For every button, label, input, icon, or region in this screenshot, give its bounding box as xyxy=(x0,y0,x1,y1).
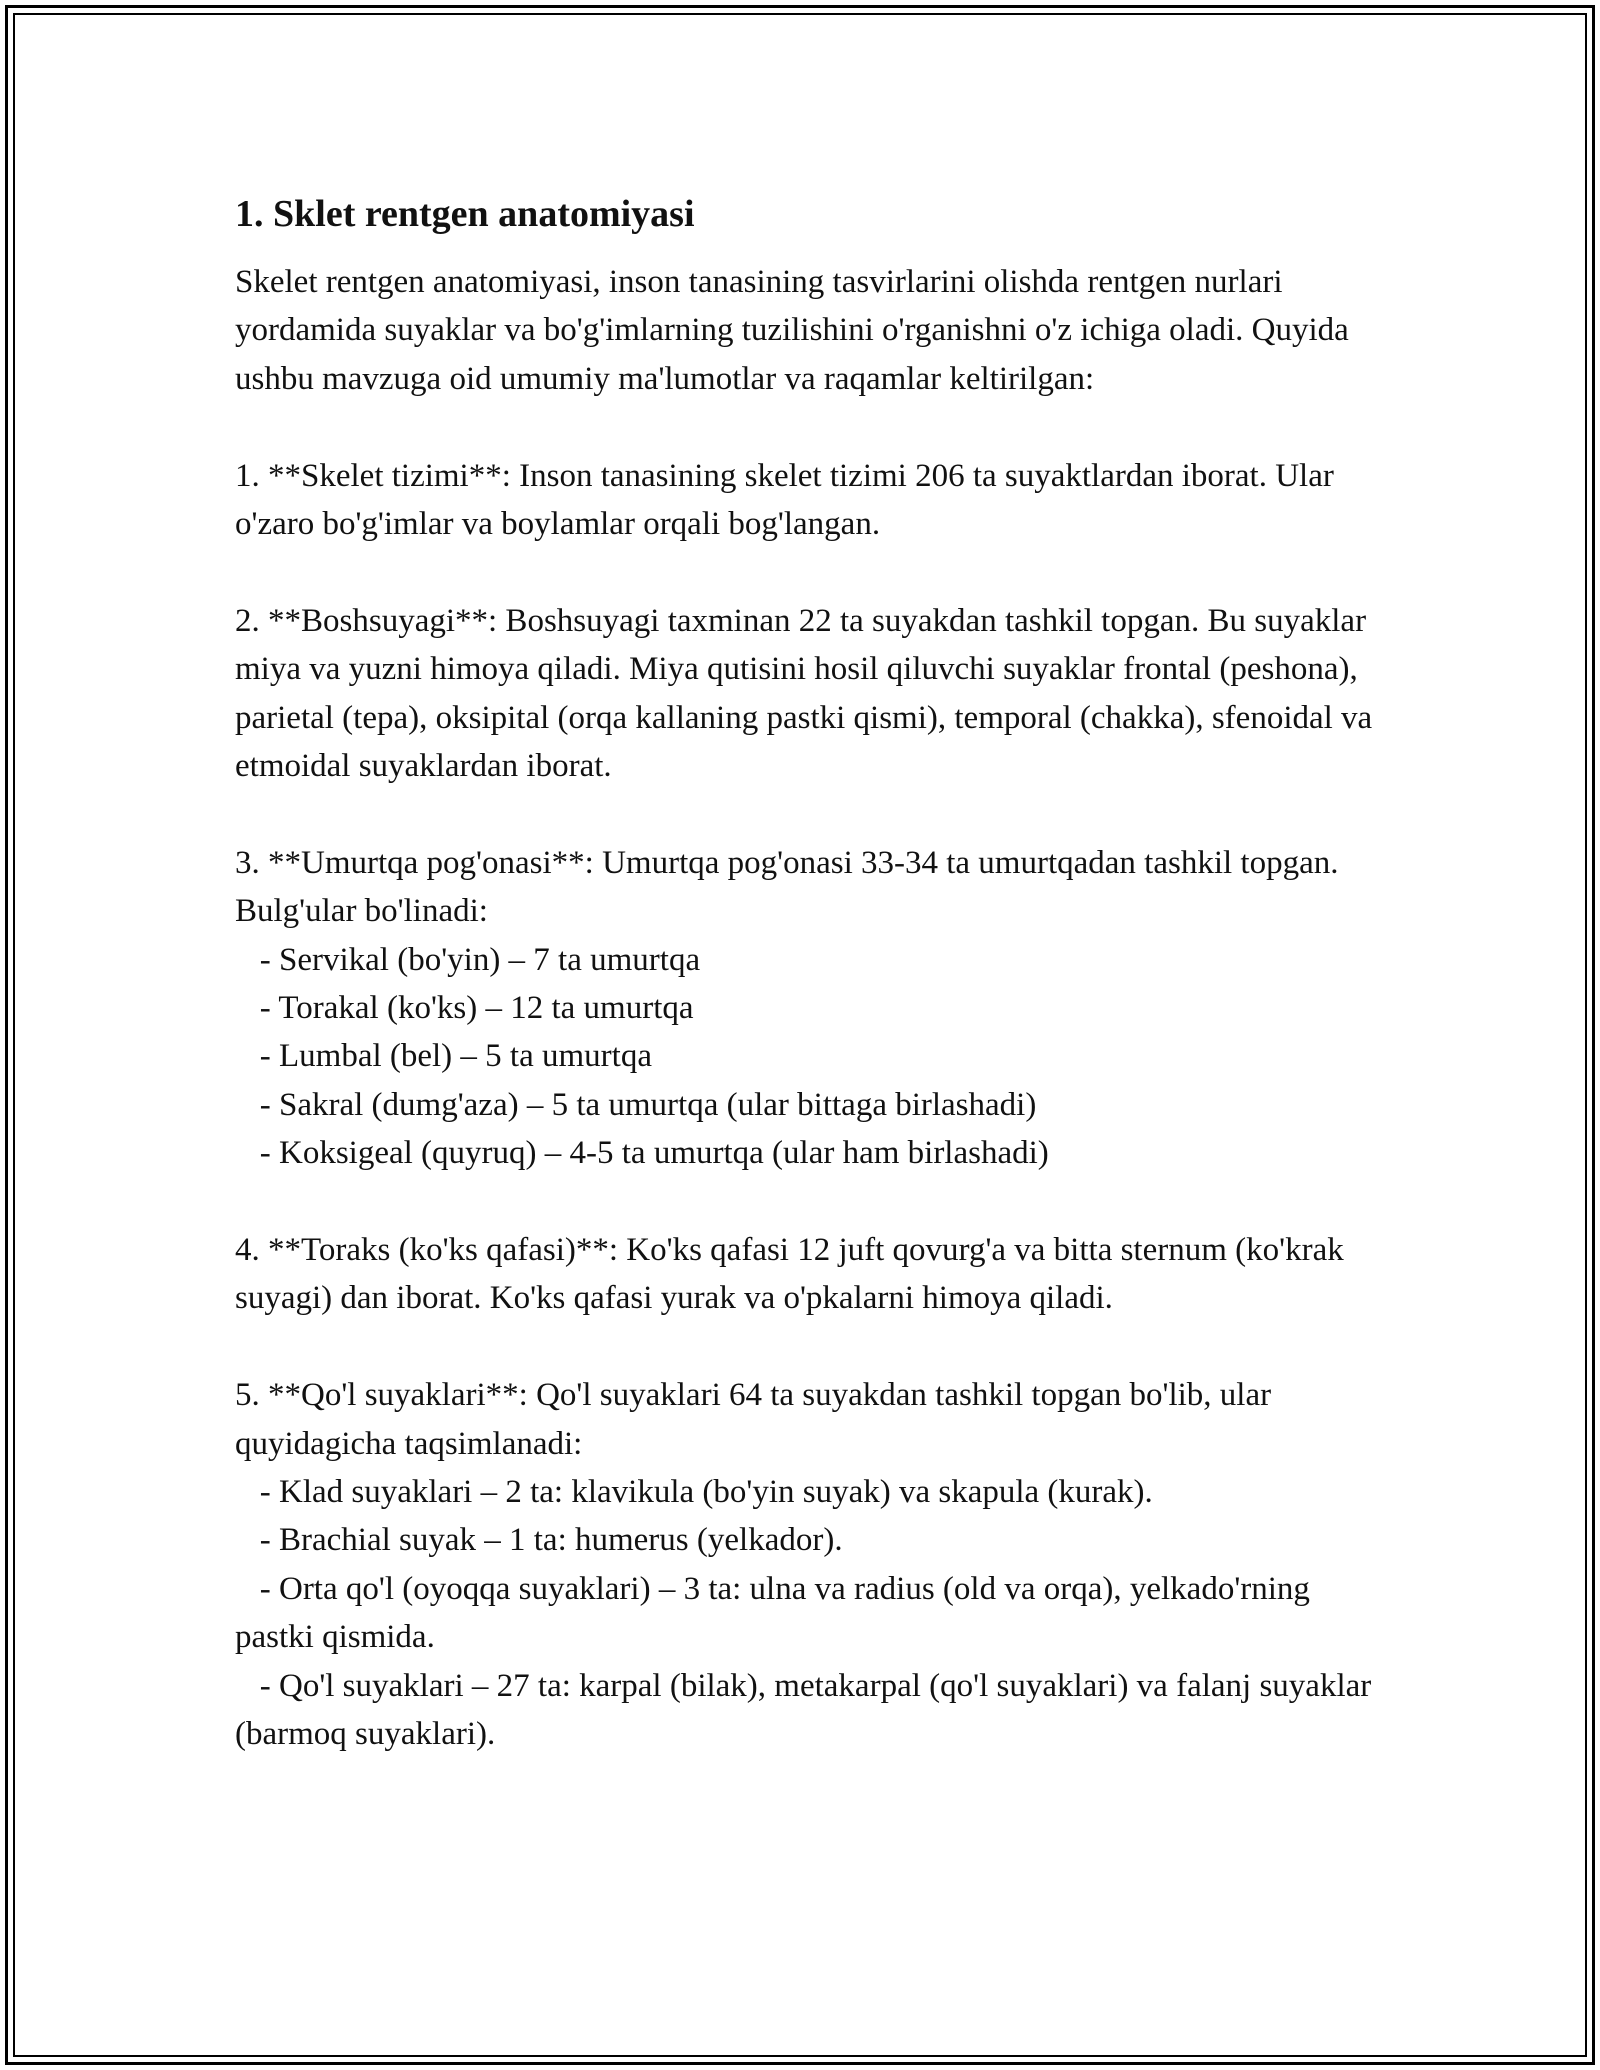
section-text: 2. **Boshsuyagi**: Boshsuyagi taxminan 22 ta suyakdan tashkil topgan. Bu suyaklar miya va yuzni himoya qiladi. Miya qutisini hosil qiluvchi suyaklar frontal (peshona), parietal (tepa), oksipital (orqa kallaning pastki qismi), temporal (chakka), sfenoidal va etmoidal suyaklardan iborat. xyxy=(235,602,1381,785)
list-item: - Qo'l suyaklari – 27 ta: karpal (bilak), metakarpal (qo'l suyaklari) va falanj suyaklar (barmoq suyaklari). xyxy=(235,1667,1380,1753)
section-text: 3. **Umurtqa pog'onasi**: Umurtqa pog'onasi 33-34 ta umurtqadan tashkil topgan. Bulg'ular bo'linadi: xyxy=(235,844,1347,930)
section-boshsuyagi xyxy=(235,597,1395,791)
section-qol-suyaklari xyxy=(235,1371,1395,1758)
section-text: 5. **Qo'l suyaklari**: Qo'l suyaklari 64 ta suyakdan tashkil topgan bo'lib, ular quyidagicha taqsimlanadi: xyxy=(235,1377,1280,1462)
paragraph-gap xyxy=(235,548,1395,596)
list-item: - Orta qo'l (oyoqqa suyaklari) – 3 ta: ulna va radius (old va orqa), yelkado'rning pastki qismida. xyxy=(235,1570,1319,1656)
paragraph-gap xyxy=(235,1178,1395,1226)
list-item: - Torakal (ko'ks) – 12 ta umurtqa xyxy=(235,990,694,1027)
paragraph-gap xyxy=(235,790,1395,838)
section-umurtqa xyxy=(235,839,1395,1178)
section-toraks xyxy=(235,1226,1395,1323)
section-text: 1. **Skelet tizimi**: Inson tanasining skelet tizimi 206 ta suyaktlardan iborat. Ular o'zaro bo'g'imlar va boylamlar orqali bog'langan. xyxy=(235,457,1343,543)
document-body xyxy=(235,188,1395,1759)
list-item: - Lumbal (bel) – 5 ta umurtqa xyxy=(235,1038,652,1075)
section-text: 4. **Toraks (ko'ks qafasi)**: Ko'ks qafasi 12 juft qovurg'a va bitta sternum (ko'krak suyagi) dan iborat. Ko'ks qafasi yurak va o'pkalarni himoya qiladi. xyxy=(235,1232,1352,1317)
list-item: - Brachial suyak – 1 ta: humerus (yelkador). xyxy=(235,1522,843,1559)
list-item: - Servikal (bo'yin) – 7 ta umurtqa xyxy=(235,941,701,978)
intro-paragraph: Skelet rentgen anatomiyasi, inson tanasining tasvirlarini olishda rentgen nurlari yordamida suyaklar va bo'g'imlarning tuzilishini o'rganishni o'z ichiga oladi. Quyida ushbu mavzuga oid umumiy ma'lumotlar va raqamlar keltirilgan: xyxy=(235,264,1358,397)
paragraph-gap xyxy=(235,1323,1395,1371)
list-item: - Klad suyaklari – 2 ta: klavikula (bo'yin suyak) va skapula (kurak). xyxy=(235,1474,1153,1511)
section-skelet-tizimi xyxy=(235,452,1395,549)
list-item: - Sakral (dumg'aza) – 5 ta umurtqa (ular bittaga birlashadi) xyxy=(235,1086,1037,1123)
list-item: - Koksigeal (quyruq) – 4-5 ta umurtqa (ular ham birlashadi) xyxy=(235,1135,1049,1172)
paragraph-gap xyxy=(235,403,1395,451)
document-title: 1. Sklet rentgen anatomiyasi xyxy=(235,193,695,235)
